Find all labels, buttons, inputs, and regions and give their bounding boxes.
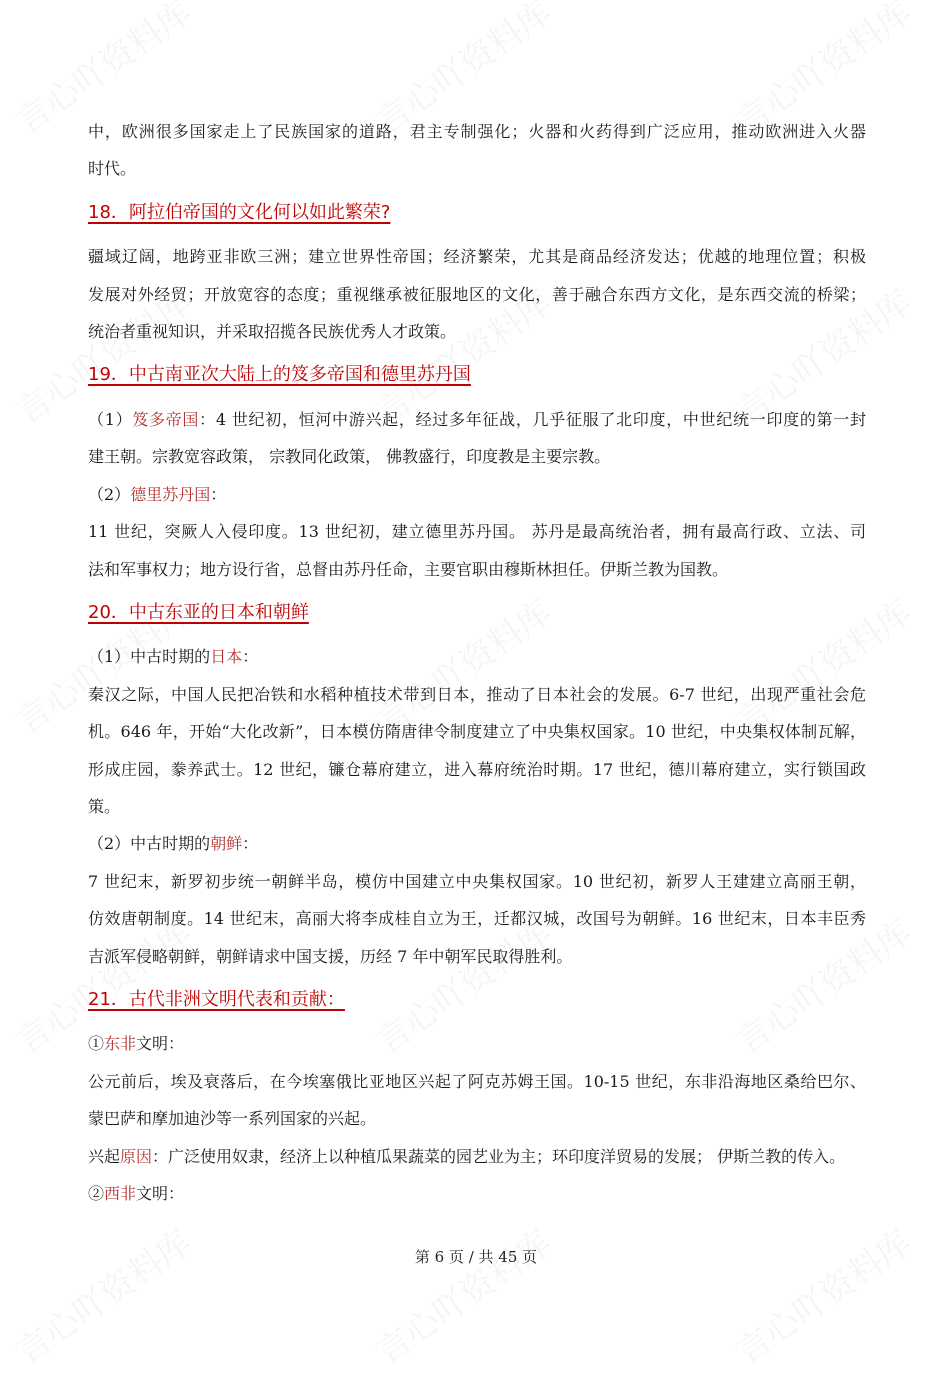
- section-heading: [88, 188, 866, 239]
- text-segment: 发展对外经贸；开放宽容的态度；重视继承被征服地区的文化，善于融合东西方文化，是东西交流的桥梁；: [88, 284, 866, 304]
- text-line: [88, 1100, 866, 1137]
- paragraph: [88, 825, 866, 862]
- text-line: [88, 900, 866, 937]
- section-heading-text: 20．中古东亚的日本和朝鲜: [88, 601, 309, 623]
- text-segment: 吉派军侵略朝鲜，朝鲜请求中国支援，历经 7 年中朝军民取得胜利。: [88, 946, 573, 966]
- text-segment: ②: [88, 1183, 105, 1203]
- text-line: [88, 938, 866, 975]
- paragraph: [88, 1175, 866, 1212]
- text-segment: 公元前后，埃及衰落后，在今埃塞俄比亚地区兴起了阿克苏姆王国。10-15 世纪，东非沿海地区桑给巴尔、: [88, 1071, 866, 1091]
- paragraph: [88, 1025, 866, 1062]
- watermark-text: [4, 1216, 199, 1373]
- text-segment: 法和军事权力；地方设行省，总督由苏丹任命，主要官职由穆斯林担任。伊斯兰教为国教。: [88, 559, 729, 579]
- text-segment: 文明：: [136, 1034, 185, 1054]
- text-line: [88, 788, 866, 825]
- text-segment: 机。646 年，开始“大化改新”，日本模仿隋唐律令制度建立了中央集权国家。10 世纪，中央集权体制瓦解，: [88, 722, 866, 742]
- text-line: [88, 713, 866, 750]
- section-heading: [88, 350, 866, 401]
- text-line: [88, 1025, 866, 1062]
- section-heading-text: 21．古代非洲文明代表和贡献：: [88, 988, 345, 1010]
- text-segment: 兴起: [88, 1146, 121, 1166]
- text-segment: 疆域辽阔，地跨亚非欧三洲；建立世界性帝国；经济繁荣，尤其是商品经济发达；优越的地理位置；积极: [88, 247, 866, 267]
- highlighted-keyword: 德里苏丹国: [130, 484, 211, 504]
- paragraph: [88, 476, 866, 513]
- text-segment: ：: [242, 647, 259, 667]
- text-line: [88, 513, 866, 550]
- text-segment: ①: [88, 1034, 105, 1054]
- text-line: [88, 1063, 866, 1100]
- section-heading: [88, 588, 866, 639]
- text-segment: ：广泛使用奴隶，经济上以种植瓜果蔬菜的园艺业为主；环印度洋贸易的发展； 伊斯兰教的传入。: [152, 1146, 846, 1166]
- paragraph: [88, 638, 866, 675]
- text-segment: 文明：: [136, 1183, 185, 1203]
- text-segment: ：: [242, 834, 259, 854]
- text-segment: ：: [210, 484, 227, 504]
- highlighted-keyword: 日本: [210, 647, 243, 667]
- paragraph: [88, 1138, 866, 1175]
- watermark-text: [364, 1216, 559, 1373]
- text-line: [88, 825, 866, 862]
- text-line: [88, 863, 866, 900]
- highlighted-keyword: 原因: [120, 1146, 153, 1166]
- text-segment: 中，欧洲很多国家走上了民族国家的道路，君主专制强化；火器和火药得到广泛应用，推动欧洲进入火器: [88, 122, 866, 141]
- text-line: [88, 476, 866, 513]
- text-segment: （2）: [88, 484, 131, 504]
- text-segment: 秦汉之际，中国人民把冶铁和水稻种植技术带到日本，推动了日本社会的发展。6-7 世纪，出现严重社会危: [88, 684, 866, 704]
- paragraph: [88, 1063, 866, 1138]
- text-segment: 11 世纪，突厥人入侵印度。13 世纪初，建立德里苏丹国。 苏丹是最高统治者，拥有最高行政、立法、司: [88, 522, 866, 542]
- page-footer: 第 6 页 / 共 45 页: [414, 1248, 538, 1266]
- text-line: [88, 150, 866, 187]
- section-heading: [88, 975, 866, 1026]
- document-body: [88, 113, 866, 1212]
- text-segment: 蒙巴萨和摩加迪沙等一系列国家的兴起。: [88, 1109, 377, 1129]
- paragraph: [88, 401, 866, 476]
- text-segment: （1）: [88, 409, 133, 429]
- text-segment: ：4 世纪初，恒河中游兴起，经过多年征战，几乎征服了北印度，中世纪统一印度的第一封: [199, 409, 866, 429]
- text-segment: （2）中古时期的: [88, 834, 211, 854]
- text-segment: 统治者重视知识，并采取招揽各民族优秀人才政策。: [88, 322, 457, 342]
- watermark-text: [724, 1216, 919, 1373]
- text-segment: 时代。: [88, 159, 137, 179]
- text-line: [88, 1175, 866, 1212]
- highlighted-keyword: 西非: [104, 1183, 137, 1203]
- text-line: [88, 438, 866, 475]
- text-line: [88, 751, 866, 788]
- text-line: [88, 638, 866, 675]
- text-segment: 建王朝。宗教宽容政策， 宗教同化政策， 佛教盛行，印度教是主要宗教。: [88, 447, 611, 467]
- text-segment: （1）中古时期的: [88, 647, 211, 667]
- text-line: [88, 401, 866, 438]
- text-segment: 形成庄园，豢养武士。12 世纪，镰仓幕府建立，进入幕府统治时期。17 世纪，德川幕府建立，实行锁国政: [88, 759, 866, 779]
- highlighted-keyword: 笈多帝国: [132, 409, 200, 429]
- text-line: [88, 276, 866, 313]
- text-segment: 策。: [88, 796, 121, 816]
- highlighted-keyword: 朝鲜: [210, 834, 243, 854]
- text-line: [88, 551, 866, 588]
- text-line: [88, 113, 866, 150]
- paragraph: [88, 676, 866, 826]
- paragraph: [88, 513, 866, 588]
- text-line: [88, 676, 866, 713]
- text-line: [88, 238, 866, 275]
- highlighted-keyword: 东非: [104, 1034, 137, 1054]
- paragraph: [88, 238, 866, 350]
- text-segment: 仿效唐朝制度。14 世纪末，高丽大将李成桂自立为王，迁都汉城，改国号为朝鲜。16 世纪末，日本丰臣秀: [88, 909, 866, 929]
- paragraph: [88, 863, 866, 975]
- paragraph: [88, 113, 866, 188]
- text-segment: 7 世纪末，新罗初步统一朝鲜半岛，模仿中国建立中央集权国家。10 世纪初，新罗人王建建立高丽王朝，: [88, 871, 866, 891]
- text-line: [88, 313, 866, 350]
- text-line: [88, 1138, 866, 1175]
- section-heading-text: 18．阿拉伯帝国的文化何以如此繁荣?: [88, 201, 391, 223]
- section-heading-text: 19．中古南亚次大陆上的笈多帝国和德里苏丹国: [88, 364, 471, 386]
